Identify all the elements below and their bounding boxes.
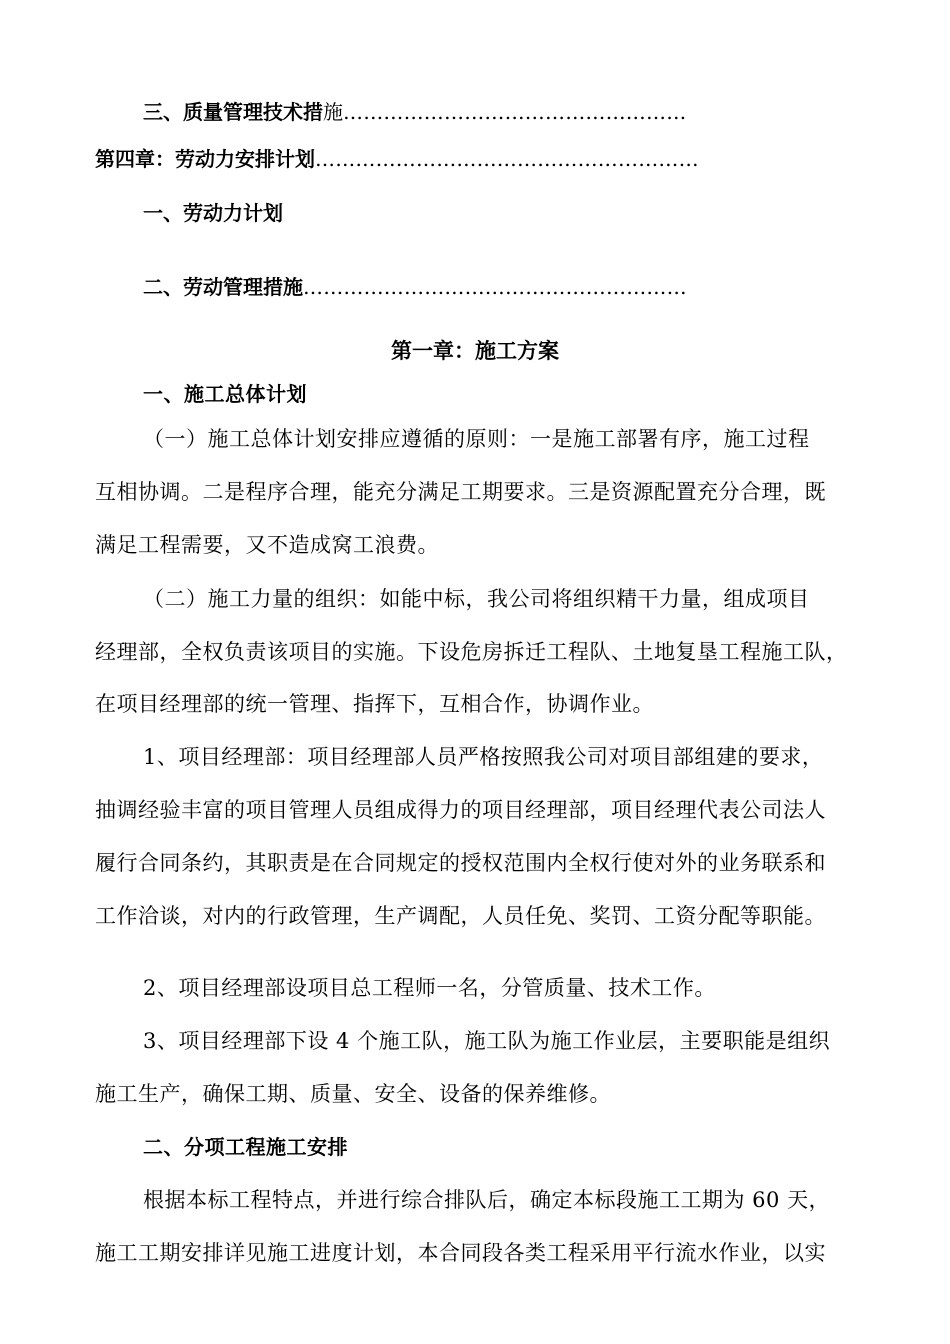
toc-entry-labor-plan <box>143 199 543 227</box>
toc-leader-dots: ………………………………………………… <box>303 275 687 299</box>
toc-entry-label: 一、劳动力计划 <box>143 201 283 225</box>
paragraph-line: 施工生产，确保工期、质量、安全、设备的保养维修。 <box>95 1082 611 1106</box>
paragraph-line: 工作洽谈，对内的行政管理，生产调配，人员任免、奖罚、工资分配等职能。 <box>95 904 826 928</box>
chapter-title: 第一章：施工方案 <box>391 339 559 363</box>
paragraph-line: 经理部，全权负责该项目的实施。下设危房拆迁工程队、土地复垦工程施工队， <box>95 640 848 664</box>
toc-entry-label: 二、劳动管理措施 <box>143 275 303 299</box>
toc-entry-quality <box>143 98 843 126</box>
toc-entry-chapter4 <box>95 145 843 173</box>
paragraph-line: 满足工程需要，又不造成窝工浪费。 <box>95 533 439 557</box>
toc-entry-label-tail: 施 <box>323 100 343 124</box>
paragraph-line: 履行合同条约，其职责是在合同规定的授权范围内全权行使对外的业务联系和 <box>95 851 826 875</box>
toc-leader-dots: ………………………………………………… <box>315 147 699 171</box>
toc-entry-labor-measures <box>143 273 843 301</box>
toc-leader-dots: …………………………………………… <box>343 100 687 124</box>
paragraph-line: 根据本标工程特点，并进行综合排队后，确定本标段施工工期为 60 天， <box>143 1188 831 1212</box>
section-heading: 一、施工总体计划 <box>143 382 307 406</box>
toc-entry-label: 三、质量管理技术措 <box>143 100 323 124</box>
section-heading: 二、分项工程施工安排 <box>143 1135 348 1159</box>
paragraph-line: （二）施工力量的组织：如能中标，我公司将组织精干力量，组成项目 <box>143 587 810 611</box>
paragraph-line: 互相协调。二是程序合理，能充分满足工期要求。三是资源配置充分合理，既 <box>95 480 826 504</box>
toc-entry-label: 第四章：劳动力安排计划 <box>95 147 315 171</box>
paragraph-line: （一）施工总体计划安排应遵循的原则：一是施工部署有序，施工过程 <box>143 427 810 451</box>
paragraph-line: 3、项目经理部下设 4 个施工队，施工队为施工作业层，主要职能是组织 <box>143 1029 831 1053</box>
paragraph-line: 2、项目经理部设项目总工程师一名，分管质量、技术工作。 <box>143 976 716 1000</box>
paragraph-line: 1、项目经理部：项目经理部人员严格按照我公司对项目部组建的要求， <box>143 745 824 769</box>
paragraph-line: 施工工期安排详见施工进度计划，本合同段各类工程采用平行流水作业，以实 <box>95 1241 826 1265</box>
paragraph-line: 抽调经验丰富的项目管理人员组成得力的项目经理部，项目经理代表公司法人 <box>95 798 826 822</box>
paragraph-line: 在项目经理部的统一管理、指挥下，互相合作，协调作业。 <box>95 692 654 716</box>
